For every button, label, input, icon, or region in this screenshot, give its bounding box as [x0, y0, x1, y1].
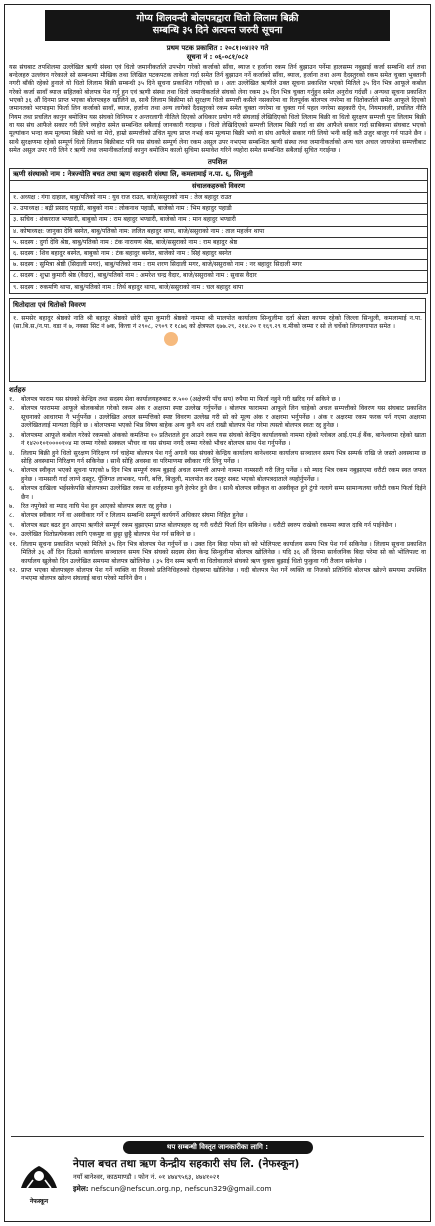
borrower-name: ऋणी संस्थाको नाम : नेत्रज्योति बचत तथा ऋण सहकारी संस्था लि, कमलामाई न.पा. ६, सिन्धुली: [10, 169, 428, 181]
list-item: १०. उल्लेखित धितोप्रत्येकका लागि एकमुष्ट वा छुट्टा छुट्टै बोलपत्र पेश गर्न सकिने छ ।: [9, 531, 196, 539]
list-item: ११. लिलाम सूचना प्रकाशित भएको मितिले ३५ दिन भित्र बोलपत्र पेश गर्नुपर्ने छ । उक्त दिन बिदा परेमा सो को भोलिपल्ट कार्यालय समय भित्र पेश गर्न सकिनेछ । लिलाम सूचना प्रकाशित मितिले ३६ औं दिन दिउसो कार्यालय सञ्चालन समय भित्र संघको सदस्य सेवा केन्द्र सिन्धुलीमा बोलपत्र खोलिनेछ । यदि ३६ औं दिनमा सार्वजनिक बिदा परेमा सो को भोलिपल्ट वा कार्यालय खुलेको दिन उल्लेखित समयमा बोलपत्र खोलिनेछ । ३५ दिन सम्म ऋणी वा धितोवालाले संघको ऋण चुक्ता बुझाई धितो फुकुवा गरी तैजान सकेनेछ ।: [9, 540, 426, 565]
list-item: ६. बोलपत्र दाखिला भईसकेपछि बोलपत्रमा उल्लेखित रकम वा शर्तहरुमा कुनै हेरफेर हुने छैन । साथै बोलपत्र स्वीकृत वा अस्वीकृत हुने टुंगो नलागे सम्म सामान्यतया धरौटी रकम फिर्ता दिईने छैन ।: [9, 485, 426, 501]
email-link[interactable]: nefscun@nefscun.org.np, nefscun329@gmail.com: [90, 1184, 272, 1194]
org-name: नेपाल बचत तथा ऋण केन्द्रीय सहकारी संघ लि. (नेफस्कून): [73, 1158, 300, 1171]
table-row: [10, 248, 428, 259]
schedule-title: तपशिल: [207, 158, 228, 167]
table-row: [10, 226, 428, 237]
list-item: ७. रित नपुगेको वा म्याद नाघि पेश हुन आएको बोलपत्र स्वतः रद्द हुनेछ ।: [9, 503, 172, 511]
table-row: [10, 260, 428, 271]
collateral-heading: धितोदाता एवं धितोको विवरण: [10, 299, 425, 313]
terms-list: [5, 396, 430, 584]
list-item: ८. बोलपत्र स्वीकार गर्ने वा अस्वीकार गर्ने र लिलाम सम्बन्धि सम्पूर्ण कार्यगर्ने अधिकार संघमा निहित हुनेछ ।: [9, 512, 248, 520]
director-row: ७. सदस्य : सुमित्रा श्रेष्ठी (सिदाली मगर), बाबु/पतिको नाम : राम शरण सिदाली मगर, बाजे/ससुराको नाम : नर बहादुर सिदाली मगर: [10, 260, 428, 271]
intro-paragraph: यस संघबाट तपशिलमा उल्लेखित ऋणी संस्था एवं धितो जमानीकर्तालेे उपभोग गरेको कर्जाको साँवा, ब्याज र हर्जाना रकम तिर्न बुझाउन पर्नेमा हालसम्म नबुझाई कर्जा सम्बन्धि शर्त तथा बन्देजहरु उल्लंघन गरेकाले सो सम्बन्धमा मौखिक तथा लिखित पटकपटक ताकेता गर्दा समेत तिर्न बुझाउन नर्ने कर्जाको साँवा, ब्याज, हर्जाना तथा अन्य दैदस्तुरको रकम समेत चुक्ता भुक्तानी नगरी बाँकी रहेको हुनाले यो धितो लिलाम बिक्री सम्बन्धी ३५ दिने सूचना प्रकाशित गरीएको छ । अतः उल्लेखित ऋणीले उक्त सूचना प्रकाशित भएको मितिले ३५ दिन भित्र आफूले कबोल गरेको कर्जा सावाँ ब्याज सहितको बोलपत्र पेश गर्नु हुन एवं ऋणी संस्था तथा धितो जमानीकर्ताले संघको लेना रकम ३५ दिन भित्र चुक्ता गर्नुहुन समेत अनुरोध गर्दछौं । अन्यथा सूचना प्रकाशित भएको ३६ औं दिनमा प्राप्त भएका बोलपत्रहरु खोलिने छ, साथै लिलाम बिक्रीमा सो सुरक्षण धितो सम्पत्ती कसैले नसकारेमा वा रितपूर्वक बोलपत्र नपरेमा वा धितोकर्ताले समेत आफूले दिएको जमानतको भरपाइमा फिर्ता लिन कर्जाको सावाँ, ब्याज, हर्जाना तथा अन्य लागेको दैदस्तुरको रकम समेत चुक्ता नगरेमा वा चुक्ता गर्न पहल नगरेमा सहकारी ऐन, नियमावली, प्रचलित नीति नियम तथा प्रचलित कानुन बमोजिम यस संघको विनियम र अन्तरलागी नीतिले दिएको अधिकार प्रयोग गरी संघलाई लेखिदिएको धितो लिलाम बिक्री वा धितो सुरक्षण सम्पत्ती पुनः लिलाम बिक्री वा यस संघ आफैले सकार गरी लिने व्यहोरा समेत सम्बन्धित सबैलाई जानकारी गराइन्छ । धितो लेखिदिएको सम्पत्ती लिलाम बिक्री गर्दा वा संघ आफैले सकार गर्दा साबिकमा संघबाट भएको मूल्यांकन भन्दा कम मूल्यमा बिक्री भयो वा मेरो, हाम्रो सम्पत्तीको उचित मूल्य प्राप्त नभई कम मूल्यमा बिक्री भयो वा संघ आफैले सकार गरी लियो भनी कहि कतै उजुर बाजुर गर्न पाउने छैन । साथै सुरक्षणमा रहेको सम्पूर्ण धितो लिलाम बिक्रीबाट पनि यस संघको सम्पूर्ण लेना रकम असुल उपर नभएमा सम्बन्धित ऋणी संस्था तथा जमानीकर्ताको अन्य चल अचल जायजेथा सम्पत्तीबाट समेत असुल उपर गरी लिने र ऋणी तथा जमानीकर्तालाई कानुन बमोजिम कालो सुचिमा समावेश गरिने व्यहोरा समेत सम्बन्धित सबैलाई सुचित गराईन्छ ।: [9, 63, 426, 154]
notice-number: सूचना नं : ०६-०८१/०८२: [186, 52, 249, 61]
list-item: १२. प्राप्त भएका बोलपत्रहरु बोलपत्र पेश गर्ने व्यक्ति वा निजको प्रतिनिधिहरुको रोहबरमा खोलिनेछ । यदी बोलपत्र पेश गर्ने व्यक्ति वा निजको प्रतिनिधि बोलपत्र खोल्ने समयमा उपस्थित नभएमा बोलपत्र खोल्न संघलाई बाधा परेको मानिने छैन ।: [9, 566, 426, 583]
table-row: [10, 237, 428, 248]
watermark-stamp: [160, 329, 290, 351]
collateral-box: [9, 298, 426, 382]
title-line-1: गोप्य शिलवन्दी बोलपत्रद्वारा धितो लिलाम बिक्री: [136, 13, 299, 24]
director-row: १. अध्यक्ष : गंगा दाहाल, बाबु/पतिको नाम : युव राज राउत, बाजे/ससुराको नाम : तेज बहादुर राउत: [10, 193, 428, 204]
list-item: ५. बोलपत्र स्वीकृत भएको सूचना पाएको ७ दिन भित्र सम्पूर्ण रकम बुझाई अचल सम्पत्ती आफ्नो नाममा नामसारी गरी लिनु पर्नेछ । सो म्याद भित्र रकम नबुझाएमा धरौटी रकम स्वत जफत हुनेछ । नामसारी गर्दा लाग्ने दस्तुर, पूँजिगत लाभकर, पानी, बत्ति, बिजुली, मालपोत कर दस्तुर सबट भएको बोलपत्रदाताले व्यहोर्नुपर्नेछ ।: [9, 467, 426, 483]
org-address: नयाँ बानेश्वर, काठमाण्डौ । फोन नं. ०१ ४७४९५६३, ४७४१०२१: [73, 1173, 220, 1182]
schedule-table: [9, 168, 428, 293]
email-label: इमेल:: [73, 1184, 89, 1194]
list-item: ९. बोलपत्र बढर बढर हुन आएमा ऋणीले सम्पूर्ण रकम बुझाएमा प्राप्त बोलपत्रहरु रद्द गरी धरौटी फिर्ता दिन सकिनेछ । धरौटी स्वरुप राखेको रकममा ब्याज दाबि गर्न पाईनेछैन ।: [9, 521, 397, 529]
list-item: १. बोलपत्र फाराम यस संघको केन्द्रिय तथा सदस्य सेवा कार्यालयहरुबाट रु.५०० (अक्षेरुपी पाँच सय) रुपैया मा फिर्ता नहुने गरी खरिद गर्न सकिने छ ।: [9, 395, 341, 403]
list-item: ४. लिलाम बिक्री हुने धितो सुरक्षण निरिक्षण गर्न चाहेमा बोलपत्र पेश गर्नु अगावै यस संघको केन्द्रिय कार्यालय बानेश्वरमा कार्यालय सञ्चालन समय भित्र सम्पर्क राखि जे जस्तो अवस्थामा छ सोहि अवस्थामा निरिक्षण गर्न सकिनेछ । साथै सोहि अवस्था वा परिमाणमा स्वीकार गरि लिनु पर्नेछ ।: [9, 449, 426, 465]
director-row: ५. सदस्य : दुर्गा देवि श्रेष्ठ, बाबु/पतिको नाम : टंक नारायण श्रेष्ठ, बाजे/ससुराको नाम : राम बहादुर श्रेष्ठ: [10, 237, 428, 248]
notice-title: [45, 10, 390, 41]
management-title-row: [10, 181, 428, 193]
contact-info-label: थप सम्बन्धी विस्तृत जानकारीका लागि :: [123, 1141, 313, 1154]
table-row: [10, 271, 428, 282]
org-email-line: [73, 1184, 424, 1194]
org-logo: [11, 1158, 67, 1206]
management-title: संचालकहरुको विवरण: [10, 181, 428, 193]
table-row: [10, 193, 428, 204]
terms-heading: शर्तहरु: [9, 385, 26, 394]
table-row: [10, 204, 428, 215]
list-item: २. बोलपत्र फाराममा आफूले बोलकबोल गरेको रकम अंक र अक्षरमा स्पष्ट उल्लेख गर्नुपर्नेछ । बोलपत्र फाराममा आफूले लिन चाहेको अचल सम्पत्तीको विवरण यस संघबाट प्रकाशित सूचनाको आधारमा नै भर्नुपर्नेछ । उल्लेखित अचल सम्पत्तिको स्पष्ट विवरण उल्लेख गरी सो को मूल्य अंक र अक्षरमा भर्नुपर्नेछ । अंक र अक्षरमा रकम फरक पर्न गएमा अक्षरमा उल्लेखितलाई मान्यता दिईने छ । बोलपत्रमा भएको भिन्न विषय बाहेक अन्य कुनै थप शर्त राखी बोलपत्र पेश गरेमा त्यस्तो बोलपत्र स्वतः रद्द हुनेछ ।: [9, 405, 426, 430]
table-row: [10, 282, 428, 293]
hands-logo-icon: [17, 1158, 61, 1196]
director-row: ४. कोषाध्यक्ष: जानुका देवि बस्नेत, बाबु/पतिको नाम: ललित बहादुर थापा, बाजे/ससुराको नाम : ताल महर्जन थापा: [10, 226, 428, 237]
footer: [11, 1136, 424, 1216]
director-row: ८. सदस्य : शुभ्रा कुमारी श्रेष्ठ (वैदार), बाबु/पतिको नाम : अमरेश चन्द्र वैदार, बाजे/ससुराको नाम : सुवास वैदार: [10, 271, 428, 282]
table-row: [10, 215, 428, 226]
director-row: ६. सदस्य : शिव बहादुर बस्नेत, बाबुको नाम : टंक बहादुर बस्नेत, बाजेको नाम : सिहं बहादुर बस्नेत: [10, 248, 428, 259]
publish-date: प्रथम पटक प्रकाशित : २०८१।०४।२२ गते: [166, 43, 269, 52]
title-line-2: सम्बन्धि ३५ दिने अत्यन्त जरुरी सूचना: [152, 25, 283, 37]
director-row: ३. सचिव : शंकरराज भण्डारी, बाबुको नाम : राम बहादुर भण्डारी, बाजेको नाम : मान बहादुर भण्डारी: [10, 215, 428, 226]
borrower-row: [10, 169, 428, 181]
director-row: ९. सदस्य : रुकमणि थापा, बाबु/पतिको नाम : तिर्थ बहादुर थापा, बाजे/ससुराको नाम : चल बहादुर थापा: [10, 282, 428, 293]
collateral-text: १. समसेर बहादुर श्रेष्ठको नाति श्री बहादुर श्रेष्ठको छोरी सुमा कुमारी श्रेष्ठको नाममा श्री मालपोत कार्यालय सिन्धुलीमा दर्ता श्रेस्ता कायम रहेको जिल्ला सिन्धुली, कमलामाई न.पा. (सा.बि.स./न.पा. वडा नं ७, नक्सा सिट नं ७क, कित्ता नं २९०८, २९०९ र १८७६ को क्षेत्रफल ६७७.२९, २१४.२० र १६९.२९ व.मीको जम्मा र सो ले चर्चेको लिगलगापात समेत ।: [13, 314, 422, 331]
list-item: ३. बोलपत्रमा आफूले कबोल गरेको रकमको अंककाे कमतिमा १० प्रतिशतले हुन आउने रकम यस संघको केन्द्रिय कार्यालयको नाममा रहेको ग्लोबल आई.एम.ई बैंक, बानेश्वरमा रहेको खाता नं १४२०१०१००००१०४ मा जम्मा गरेको सक्कल भौचर वा यस संघमा नगदै जम्मा गरेको भौचर बोलपत्र साथ पेश गर्नुपर्नेछ ।: [9, 431, 426, 448]
notice-page: [4, 4, 431, 1222]
org-block: [67, 1158, 424, 1206]
logo-caption: नेफस्कून: [29, 1198, 49, 1206]
footer-row: [11, 1158, 424, 1206]
director-row: २. उपाध्यक्ष : बद्री प्रसाद पहाडी, बाबुको नाम : लोकनाथ पहाडी, बाजेको नाम : भिम बहादुर पहाडी: [10, 204, 428, 215]
stamp-dot-icon: [164, 332, 178, 346]
